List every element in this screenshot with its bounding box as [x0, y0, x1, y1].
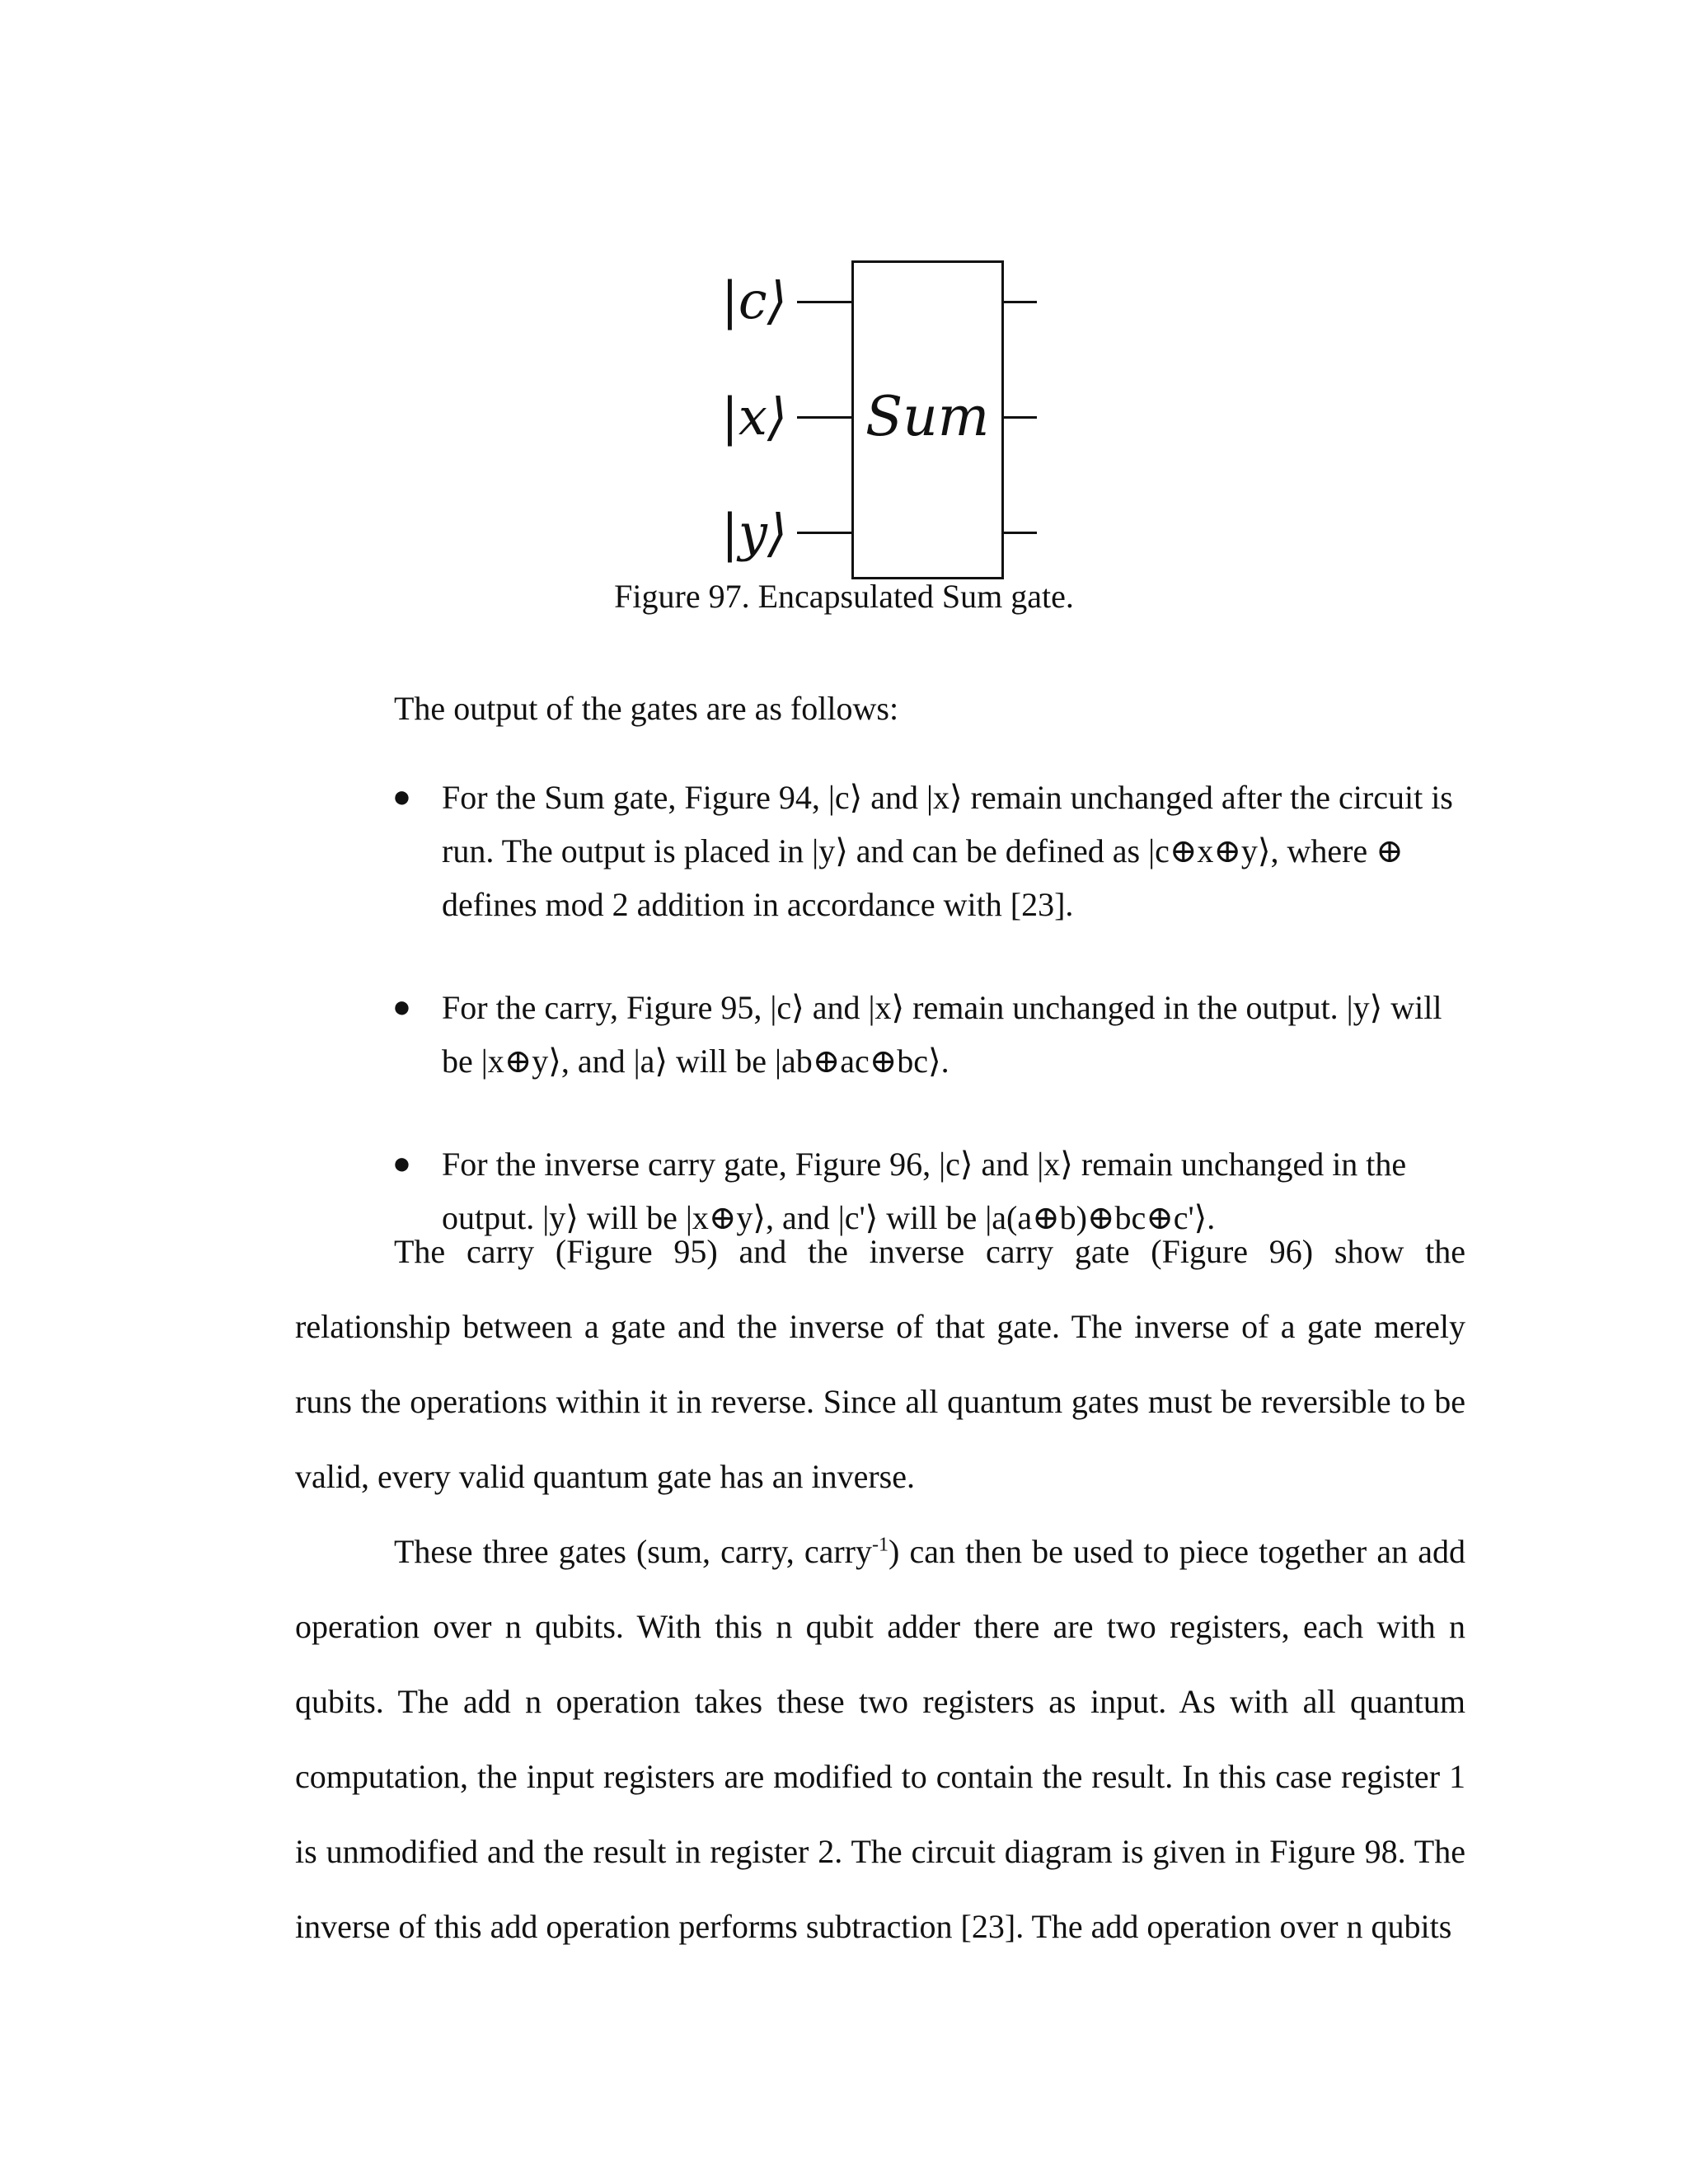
bullet-line: be |x⊕y⟩, and |a⟩ will be |ab⊕ac⊕bc⟩. — [442, 1043, 950, 1080]
bullet-line: output. |y⟩ will be |x⊕y⟩, and |c'⟩ will be |a(a⊕b)⊕bc⊕c'⟩. — [442, 1199, 1216, 1236]
input-x-label: |x⟩ — [721, 387, 788, 447]
sum-gate-figure — [701, 254, 1055, 583]
output-wire-y — [1004, 532, 1037, 534]
paragraph-text: These three gates (sum, carry, carry — [394, 1533, 872, 1570]
superscript: -1 — [872, 1534, 889, 1556]
figure-caption: Figure 97. Encapsulated Sum gate. — [614, 578, 1074, 615]
gate-label: Sum — [865, 385, 990, 448]
input-wire-c — [797, 301, 851, 303]
bullet-dot-icon: ● — [392, 990, 411, 1024]
input-y-label: |y⟩ — [721, 503, 788, 563]
paragraph-text: ) can then be used to piece together an add operation over n qubits. With this n qubit adder there are two registers, each with n qubits. The add n operation takes these two registers as input. As with all quantum computation, the input registers are modified to contain the result. In this case register 1 is unmodified and the result in register 2. The circuit diagram is given in Figure 98. The inverse of this add operation performs subtraction [23]. The add operation over n qubits — [295, 1533, 1465, 1945]
output-wire-c — [1004, 301, 1037, 303]
list-item — [384, 771, 1480, 931]
bullet-dot-icon: ● — [392, 1146, 411, 1181]
bullet-line: For the Sum gate, Figure 94, |c⟩ and |x⟩ remain unchanged after the circuit is — [442, 779, 1453, 816]
bullet-line: For the inverse carry gate, Figure 96, |c⟩ and |x⟩ remain unchanged in the — [442, 1146, 1407, 1183]
body-paragraph — [295, 1514, 1465, 1964]
body-paragraph — [295, 1214, 1465, 1514]
output-wire-x — [1004, 416, 1037, 419]
paragraph-text: The carry (Figure 95) and the inverse carry gate (Figure 96) show the relationship between a gate and the inverse of that gate. The inverse of a gate merely runs the operations within it in reverse. Since all quantum gates must be reversible to be valid, every valid quantum gate has an inverse. — [295, 1233, 1465, 1495]
bullet-line: defines mod 2 addition in accordance with [23]. — [442, 886, 1074, 923]
input-wire-y — [797, 532, 851, 534]
list-item — [384, 981, 1480, 1088]
bullet-line: For the carry, Figure 95, |c⟩ and |x⟩ remain unchanged in the output. |y⟩ will — [442, 989, 1442, 1026]
bullet-line: run. The output is placed in |y⟩ and can be defined as |c⊕x⊕y⟩, where ⊕ — [442, 832, 1404, 869]
input-wire-x — [797, 416, 851, 419]
bullet-dot-icon: ● — [392, 780, 411, 814]
input-c-label: |c⟩ — [721, 270, 787, 330]
intro-text: The output of the gates are as follows: — [394, 690, 899, 727]
